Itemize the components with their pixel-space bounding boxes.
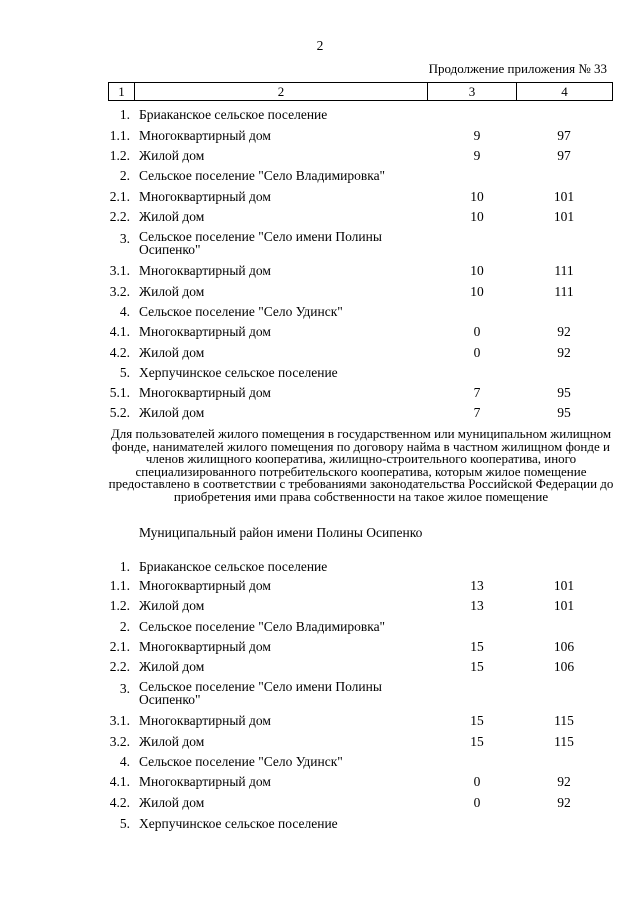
row-value-col3: 0 — [473, 324, 481, 339]
table-row — [0, 364, 640, 382]
table-row — [0, 208, 640, 226]
row-number: 5.1. — [109, 385, 130, 400]
table-row — [0, 106, 640, 124]
row-value-col4: 115 — [554, 734, 574, 749]
table-row — [0, 794, 640, 812]
table-row — [0, 323, 640, 341]
table-row — [0, 638, 640, 656]
row-value-col4: 92 — [557, 795, 571, 810]
table-row — [0, 773, 640, 791]
row-name: Сельское поселение "Село Удинск" — [139, 754, 343, 769]
row-name: Жилой дом — [139, 405, 205, 420]
row-value-col3: 10 — [470, 263, 484, 278]
row-name: Жилой дом — [139, 598, 205, 613]
row-value-col3: 15 — [470, 734, 484, 749]
table-row — [0, 344, 640, 362]
row-value-col4: 106 — [553, 659, 575, 674]
row-name: Сельское поселение "Село имени Полины Осипенко" — [139, 679, 382, 707]
section-note: Для пользователей жилого помещения в государственном или муниципальном жилищном фонде, нанимателей жилого помещения по договору найма в частном жилищном фонде и членов жилищного кооператива, жилищно-строительного кооператива, иного специализированного потребительского кооператива, которым жилое помещение предоставлено в соответствии с требованиями законодательства Российской Федерации до приобретения ими права собственности на такое жилое помещение — [108, 426, 614, 504]
row-name: Жилой дом — [139, 345, 205, 360]
district-name: Муниципальный район имени Полины Осипенко — [139, 525, 423, 540]
row-number: 4.2. — [109, 345, 130, 360]
table-row — [0, 753, 640, 771]
row-name: Сельское поселение "Село имени Полины Осипенко" — [139, 229, 382, 257]
table-row — [0, 577, 640, 595]
row-value-col3: 15 — [470, 659, 484, 674]
row-number: 2.1. — [109, 189, 130, 204]
row-number: 4. — [119, 304, 130, 319]
row-name: Жилой дом — [139, 734, 205, 749]
row-value-col4: 92 — [557, 774, 571, 789]
row-name: Многоквартирный дом — [139, 578, 271, 593]
table-row — [0, 618, 640, 636]
row-value-col4: 111 — [554, 284, 574, 299]
row-name: Многоквартирный дом — [139, 713, 271, 728]
district-heading — [0, 526, 640, 544]
row-value-col3: 15 — [470, 639, 484, 654]
row-value-col4: 101 — [553, 189, 575, 204]
row-number: 2. — [119, 619, 130, 634]
row-name: Многоквартирный дом — [139, 324, 271, 339]
row-value-col4: 95 — [557, 385, 571, 400]
table-row — [0, 597, 640, 615]
row-name: Херпучинское сельское поселение — [139, 816, 338, 831]
row-value-col4: 97 — [557, 128, 571, 143]
row-name: Сельское поселение "Село Владимировка" — [139, 168, 386, 183]
row-value-col4: 101 — [553, 209, 575, 224]
header-cell-2: 2 — [135, 83, 428, 101]
row-number: 2.1. — [109, 639, 130, 654]
row-value-col3: 0 — [473, 795, 481, 810]
row-value-col4: 115 — [554, 713, 574, 728]
row-name: Жилой дом — [139, 209, 205, 224]
row-number: 2. — [119, 168, 130, 183]
table-row — [0, 188, 640, 206]
header-cell-3: 3 — [428, 83, 517, 101]
row-name: Многоквартирный дом — [139, 189, 271, 204]
table-row — [0, 733, 640, 751]
row-number: 4.2. — [109, 795, 130, 810]
header-cell-4: 4 — [517, 83, 613, 101]
row-name: Жилой дом — [139, 284, 205, 299]
table-row — [0, 229, 640, 257]
row-number: 5.2. — [109, 405, 130, 420]
row-value-col3: 13 — [470, 598, 484, 613]
row-number: 4.1. — [109, 774, 130, 789]
row-name: Многоквартирный дом — [139, 774, 271, 789]
row-value-col3: 7 — [473, 405, 481, 420]
row-value-col3: 0 — [473, 774, 481, 789]
row-value-col3: 9 — [473, 148, 481, 163]
row-number: 1.2. — [109, 148, 130, 163]
table-row — [0, 147, 640, 165]
table-row — [0, 283, 640, 301]
table-row — [0, 558, 640, 576]
row-number: 3.2. — [109, 284, 130, 299]
row-name: Сельское поселение "Село Владимировка" — [139, 619, 386, 634]
table-row — [0, 815, 640, 833]
row-number: 3. — [119, 681, 130, 696]
table-row — [0, 127, 640, 145]
row-number: 4. — [119, 754, 130, 769]
row-value-col3: 0 — [473, 345, 481, 360]
row-name: Херпучинское сельское поселение — [139, 365, 338, 380]
row-name: Бриаканское сельское поселение — [139, 107, 328, 122]
row-value-col3: 10 — [470, 284, 484, 299]
row-number: 3.1. — [109, 713, 130, 728]
row-number: 4.1. — [109, 324, 130, 339]
table-row — [0, 712, 640, 730]
row-value-col3: 7 — [473, 385, 481, 400]
table-row — [0, 404, 640, 422]
row-name: Сельское поселение "Село Удинск" — [139, 304, 343, 319]
table-row — [0, 167, 640, 185]
row-name: Жилой дом — [139, 148, 205, 163]
row-number: 3. — [119, 231, 130, 246]
row-number: 1.1. — [109, 128, 130, 143]
row-name: Бриаканское сельское поселение — [139, 559, 328, 574]
row-value-col4: 106 — [553, 639, 575, 654]
table-row — [0, 658, 640, 676]
row-name: Многоквартирный дом — [139, 128, 271, 143]
row-value-col4: 92 — [557, 324, 571, 339]
row-name: Многоквартирный дом — [139, 385, 271, 400]
continuation-caption: Продолжение приложения № 33 — [428, 61, 607, 76]
row-value-col3: 13 — [470, 578, 484, 593]
table-row — [0, 303, 640, 321]
table-row — [0, 679, 640, 707]
header-cell-1: 1 — [109, 83, 135, 101]
row-number: 2.2. — [109, 209, 130, 224]
row-number: 3.1. — [109, 263, 130, 278]
row-value-col3: 15 — [470, 713, 484, 728]
row-number: 2.2. — [109, 659, 130, 674]
row-value-col4: 97 — [557, 148, 571, 163]
row-number: 5. — [119, 365, 130, 380]
row-value-col4: 111 — [554, 263, 574, 278]
table-row — [0, 384, 640, 402]
page-number: 2 — [316, 38, 324, 53]
row-number: 1. — [119, 107, 130, 122]
row-value-col3: 10 — [470, 189, 484, 204]
row-number: 5. — [119, 816, 130, 831]
row-name: Многоквартирный дом — [139, 263, 271, 278]
row-number: 1. — [119, 559, 130, 574]
row-value-col4: 92 — [557, 345, 571, 360]
row-number: 3.2. — [109, 734, 130, 749]
table-row — [0, 262, 640, 280]
row-value-col4: 101 — [553, 578, 575, 593]
row-number: 1.2. — [109, 598, 130, 613]
row-value-col3: 9 — [473, 128, 481, 143]
row-name: Многоквартирный дом — [139, 639, 271, 654]
row-number: 1.1. — [109, 578, 130, 593]
row-name: Жилой дом — [139, 795, 205, 810]
row-value-col4: 101 — [553, 598, 575, 613]
row-value-col3: 10 — [470, 209, 484, 224]
row-value-col4: 95 — [557, 405, 571, 420]
row-name: Жилой дом — [139, 659, 205, 674]
